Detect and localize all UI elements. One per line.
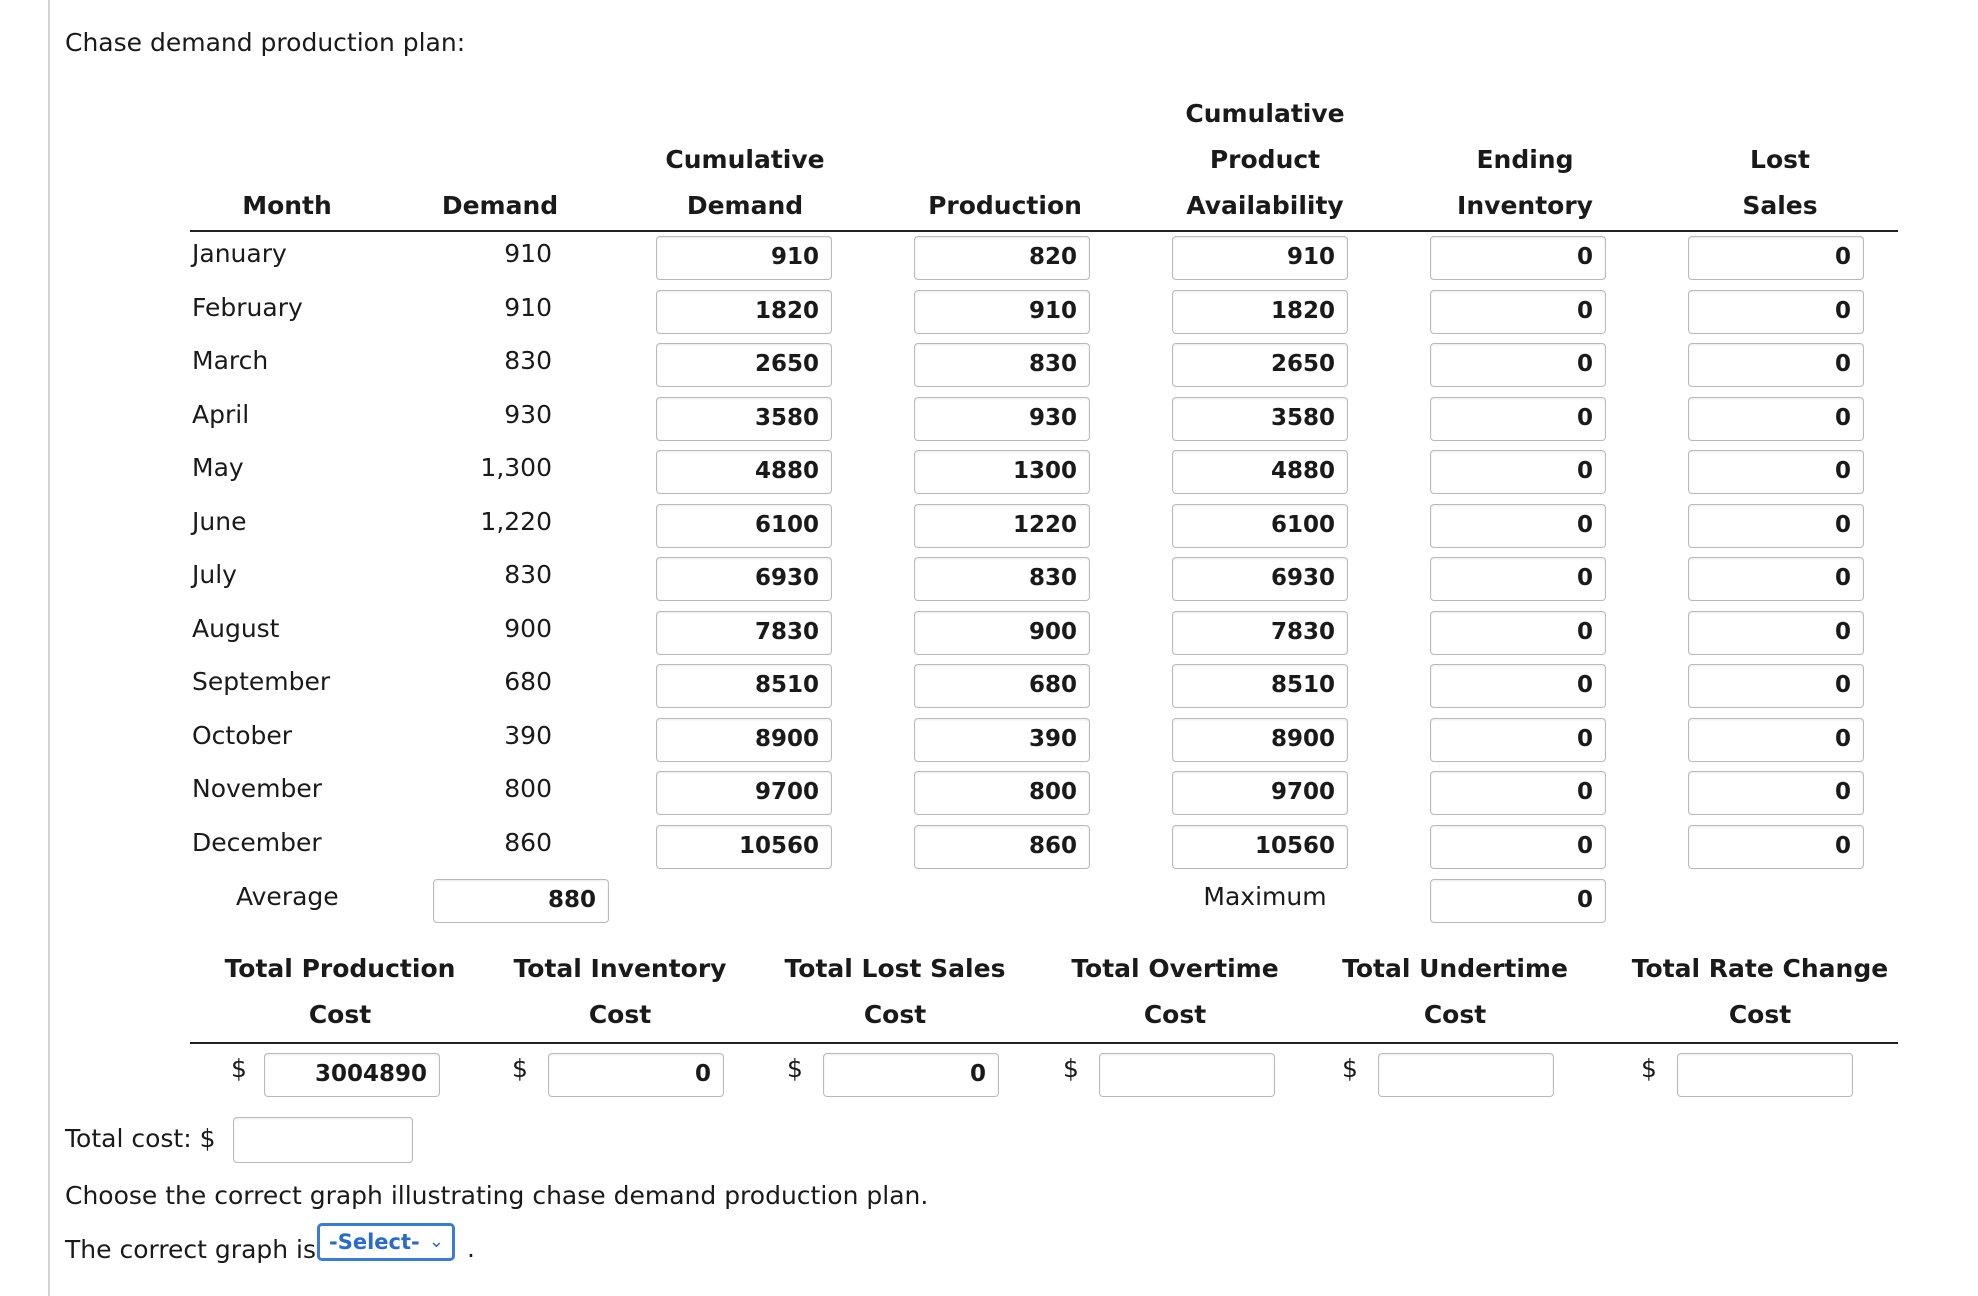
average-label: Average — [236, 882, 339, 911]
cost-header-production-line2: Cost — [308, 1000, 372, 1029]
lost-sales-input[interactable]: 0 — [1688, 343, 1864, 387]
month-cell: November — [192, 774, 323, 803]
cost-inventory-currency: $ — [512, 1054, 528, 1083]
header-cum-demand-line2: Demand — [686, 191, 804, 220]
header-cum-avail-line1: Cumulative — [1185, 99, 1345, 128]
lost-sales-input[interactable]: 0 — [1688, 611, 1864, 655]
ending-inv-input[interactable]: 0 — [1430, 664, 1606, 708]
cost-header-overtime — [1050, 946, 1300, 1038]
cost-header-production — [210, 946, 470, 1038]
cum-demand-input[interactable]: 6930 — [656, 557, 832, 601]
production-input[interactable]: 830 — [914, 557, 1090, 601]
lost-sales-input[interactable]: 0 — [1688, 397, 1864, 441]
cost-header-inventory-line1: Total Inventory — [513, 954, 727, 983]
ending-inv-input[interactable]: 0 — [1430, 236, 1606, 280]
month-cell: May — [192, 453, 244, 482]
graph-select-dropdown[interactable] — [317, 1223, 455, 1261]
header-demand-line: Demand — [441, 191, 559, 220]
graph-select-prefix: The correct graph is — [65, 1235, 317, 1264]
ending-inv-input[interactable]: 0 — [1430, 450, 1606, 494]
month-cell: February — [192, 292, 303, 322]
production-input[interactable]: 820 — [914, 236, 1090, 280]
header-production-line: Production — [928, 191, 1082, 220]
cum-demand-input[interactable]: 2650 — [656, 343, 832, 387]
ending-inv-input[interactable]: 0 — [1430, 290, 1606, 334]
total-lost-sales-cost-input[interactable]: 0 — [823, 1053, 999, 1097]
month-cell: March — [192, 346, 269, 375]
total-cost-input[interactable] — [233, 1117, 413, 1163]
cum-avail-input[interactable]: 6930 — [1172, 557, 1348, 601]
ending-inv-input[interactable]: 0 — [1430, 611, 1606, 655]
cost-header-rate-change — [1610, 946, 1910, 1038]
production-input[interactable]: 900 — [914, 611, 1090, 655]
header-ending-inv-line1: Ending — [1476, 145, 1574, 174]
total-rate-change-cost-input[interactable] — [1677, 1053, 1853, 1097]
maximum-inventory-input[interactable]: 0 — [1430, 879, 1606, 923]
month-cell: June — [192, 506, 247, 536]
lost-sales-input[interactable]: 0 — [1688, 236, 1864, 280]
graph-select-suffix: . — [467, 1234, 475, 1263]
lost-sales-input[interactable]: 0 — [1688, 504, 1864, 548]
ending-inv-input[interactable]: 0 — [1430, 718, 1606, 762]
demand-cell: 900 — [504, 613, 552, 643]
production-input[interactable]: 930 — [914, 397, 1090, 441]
graph-select-value: -Select- — [329, 1230, 420, 1254]
cum-avail-input[interactable]: 10560 — [1172, 825, 1348, 869]
demand-cell: 680 — [504, 667, 552, 696]
month-cell: July — [192, 560, 237, 589]
cost-header-undertime — [1320, 946, 1590, 1038]
cum-demand-input[interactable]: 8510 — [656, 664, 832, 708]
ending-inv-input[interactable]: 0 — [1430, 397, 1606, 441]
lost-sales-input[interactable]: 0 — [1688, 771, 1864, 815]
graph-prompt: Choose the correct graph illustrating chase demand production plan. — [65, 1181, 929, 1210]
header-cumulative-availability — [1155, 91, 1375, 229]
lost-sales-input[interactable]: 0 — [1688, 825, 1864, 869]
header-cumulative-demand — [640, 137, 850, 229]
cost-header-overtime-line2: Cost — [1143, 1000, 1207, 1029]
ending-inv-input[interactable]: 0 — [1430, 825, 1606, 869]
cost-undertime-currency: $ — [1342, 1054, 1358, 1083]
lost-sales-input[interactable]: 0 — [1688, 718, 1864, 762]
cum-avail-input[interactable]: 7830 — [1172, 611, 1348, 655]
cum-demand-input[interactable]: 4880 — [656, 450, 832, 494]
cost-header-overtime-line1: Total Overtime — [1071, 954, 1279, 983]
cost-header-divider — [190, 1042, 1898, 1044]
month-cell: April — [192, 399, 250, 429]
header-ending-inventory — [1415, 137, 1635, 229]
cost-overtime-currency: $ — [1063, 1054, 1079, 1083]
lost-sales-input[interactable]: 0 — [1688, 450, 1864, 494]
cost-rate-change-currency: $ — [1641, 1054, 1657, 1083]
cost-header-lost-sales — [770, 946, 1020, 1038]
ending-inv-input[interactable]: 0 — [1430, 771, 1606, 815]
page-title: Chase demand production plan: — [65, 28, 466, 57]
month-cell: August — [192, 613, 280, 643]
cum-avail-input[interactable]: 6100 — [1172, 504, 1348, 548]
cum-avail-input[interactable]: 9700 — [1172, 771, 1348, 815]
production-input[interactable]: 860 — [914, 825, 1090, 869]
month-cell: December — [192, 827, 322, 857]
header-cum-demand-line1: Cumulative — [665, 145, 825, 174]
ending-inv-input[interactable]: 0 — [1430, 504, 1606, 548]
demand-cell: 860 — [504, 827, 552, 857]
production-input[interactable]: 1220 — [914, 504, 1090, 548]
cum-avail-input[interactable]: 8510 — [1172, 664, 1348, 708]
demand-cell: 1,220 — [480, 506, 552, 536]
cost-header-inventory — [500, 946, 740, 1038]
month-cell: October — [192, 720, 293, 750]
cost-header-lost-sales-line2: Cost — [863, 1000, 927, 1029]
demand-cell: 910 — [504, 292, 552, 322]
production-input[interactable]: 910 — [914, 290, 1090, 334]
lost-sales-input[interactable]: 0 — [1688, 557, 1864, 601]
header-lost-sales — [1685, 137, 1875, 229]
left-border — [48, 0, 50, 1296]
demand-cell: 800 — [504, 774, 552, 803]
demand-cell: 910 — [504, 239, 552, 268]
total-production-cost-input[interactable]: 3004890 — [264, 1053, 440, 1097]
cum-demand-input[interactable]: 10560 — [656, 825, 832, 869]
cost-header-rate-change-line2: Cost — [1728, 1000, 1792, 1029]
total-undertime-cost-input[interactable] — [1378, 1053, 1554, 1097]
header-cum-avail-line3: Availability — [1186, 191, 1344, 220]
average-demand-input[interactable]: 880 — [433, 879, 609, 923]
production-input[interactable]: 390 — [914, 718, 1090, 762]
lost-sales-input[interactable]: 0 — [1688, 664, 1864, 708]
cum-demand-input[interactable]: 7830 — [656, 611, 832, 655]
demand-cell: 390 — [504, 720, 552, 750]
cost-header-undertime-line2: Cost — [1423, 1000, 1487, 1029]
header-month — [187, 183, 387, 229]
table-header-divider — [190, 230, 1898, 232]
total-cost-label: Total cost: $ — [65, 1124, 216, 1153]
cost-header-undertime-line1: Total Undertime — [1342, 954, 1568, 983]
header-ending-inv-line2: Inventory — [1457, 191, 1593, 220]
cum-demand-input[interactable]: 910 — [656, 236, 832, 280]
header-lost-sales-line1: Lost — [1750, 145, 1810, 174]
cum-avail-input[interactable]: 1820 — [1172, 290, 1348, 334]
header-lost-sales-line2: Sales — [1742, 191, 1818, 220]
production-input[interactable]: 830 — [914, 343, 1090, 387]
cum-avail-input[interactable]: 910 — [1172, 236, 1348, 280]
lost-sales-input[interactable]: 0 — [1688, 290, 1864, 334]
cost-header-production-line1: Total Production — [224, 954, 456, 983]
cost-lost-sales-currency: $ — [787, 1054, 803, 1083]
demand-cell: 1,300 — [480, 453, 552, 482]
cum-demand-input[interactable]: 1820 — [656, 290, 832, 334]
cost-header-lost-sales-line1: Total Lost Sales — [784, 954, 1006, 983]
cum-demand-input[interactable]: 9700 — [656, 771, 832, 815]
production-input[interactable]: 1300 — [914, 450, 1090, 494]
cum-demand-input[interactable]: 6100 — [656, 504, 832, 548]
chevron-down-icon: ⌄ — [428, 1231, 444, 1252]
header-cum-avail-line2: Product — [1209, 145, 1321, 174]
month-cell: January — [192, 239, 287, 268]
demand-cell: 830 — [504, 346, 552, 375]
month-cell: September — [192, 667, 331, 696]
production-input[interactable]: 680 — [914, 664, 1090, 708]
cum-avail-input[interactable]: 4880 — [1172, 450, 1348, 494]
maximum-label: Maximum — [1203, 882, 1327, 911]
ending-inv-input[interactable]: 0 — [1430, 557, 1606, 601]
production-input[interactable]: 800 — [914, 771, 1090, 815]
cum-demand-input[interactable]: 8900 — [656, 718, 832, 762]
cum-avail-input[interactable]: 2650 — [1172, 343, 1348, 387]
ending-inv-input[interactable]: 0 — [1430, 343, 1606, 387]
header-month-line: Month — [242, 191, 332, 220]
cost-header-rate-change-line1: Total Rate Change — [1631, 954, 1889, 983]
header-production — [900, 183, 1110, 229]
total-overtime-cost-input[interactable] — [1099, 1053, 1275, 1097]
cum-avail-input[interactable]: 8900 — [1172, 718, 1348, 762]
cost-production-currency: $ — [231, 1054, 247, 1083]
cum-avail-input[interactable]: 3580 — [1172, 397, 1348, 441]
header-demand — [420, 183, 580, 229]
cost-header-inventory-line2: Cost — [588, 1000, 652, 1029]
demand-cell: 930 — [504, 399, 552, 429]
demand-cell: 830 — [504, 560, 552, 589]
total-inventory-cost-input[interactable]: 0 — [548, 1053, 724, 1097]
cum-demand-input[interactable]: 3580 — [656, 397, 832, 441]
